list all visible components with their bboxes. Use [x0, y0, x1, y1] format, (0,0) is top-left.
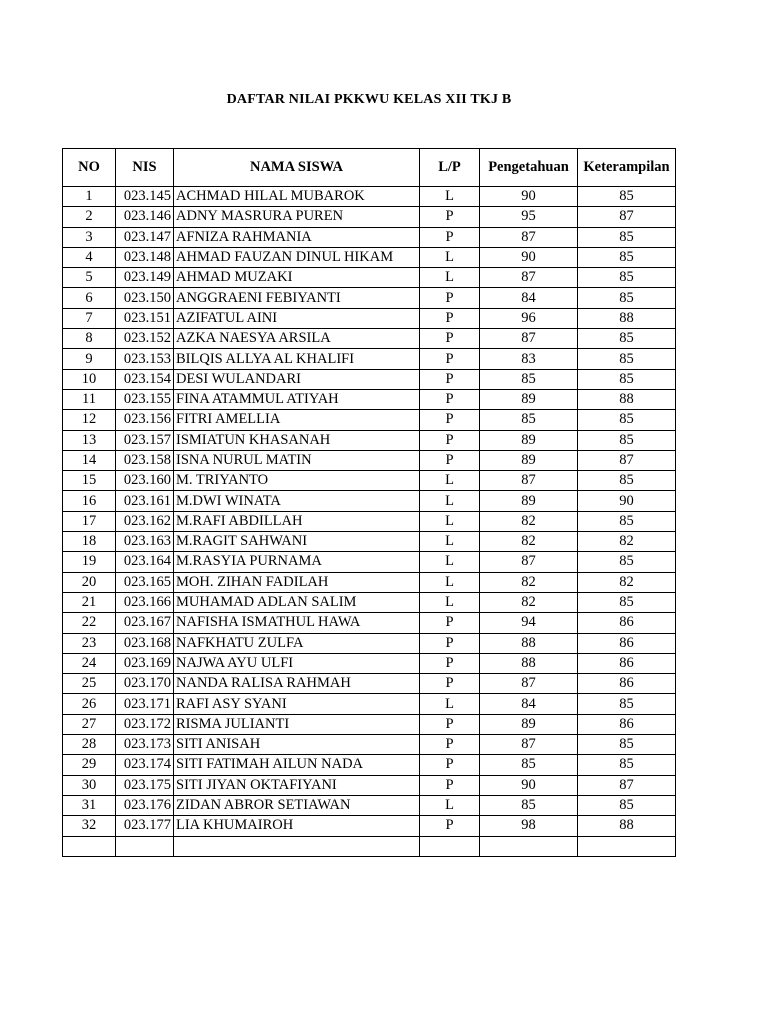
table-header — [63, 149, 676, 187]
cell-keterampilan: 88 — [578, 816, 676, 836]
table-row — [63, 532, 676, 552]
cell-pengetahuan: 89 — [480, 430, 578, 450]
cell-keterampilan: 85 — [578, 247, 676, 267]
cell-keterampilan: 82 — [578, 532, 676, 552]
cell-keterampilan: 85 — [578, 471, 676, 491]
cell-pengetahuan: 87 — [480, 735, 578, 755]
cell-no: 17 — [63, 511, 116, 531]
cell-nama-siswa: ADNY MASRURA PUREN — [174, 207, 420, 227]
cell-lp: P — [420, 369, 480, 389]
cell-keterampilan: 85 — [578, 795, 676, 815]
cell-nis: 023.146 — [116, 207, 174, 227]
cell-keterampilan: 86 — [578, 633, 676, 653]
cell-pengetahuan: 82 — [480, 532, 578, 552]
cell-lp: P — [420, 714, 480, 734]
cell-nama-siswa: SITI JIYAN OKTAFIYANI — [174, 775, 420, 795]
cell-lp: P — [420, 410, 480, 430]
cell-keterampilan: 86 — [578, 653, 676, 673]
cell-lp: P — [420, 633, 480, 653]
cell-keterampilan: 85 — [578, 410, 676, 430]
cell-nama-siswa: ZIDAN ABROR SETIAWAN — [174, 795, 420, 815]
cell-pengetahuan: 84 — [480, 694, 578, 714]
cell-no: 24 — [63, 653, 116, 673]
cell-nama-siswa: RISMA JULIANTI — [174, 714, 420, 734]
cell-keterampilan: 86 — [578, 674, 676, 694]
cell-nama-siswa: AFNIZA RAHMANIA — [174, 227, 420, 247]
table-row — [63, 674, 676, 694]
cell-keterampilan: 90 — [578, 491, 676, 511]
cell-nis: 023.153 — [116, 349, 174, 369]
cell-nis: 023.148 — [116, 247, 174, 267]
table-row — [63, 430, 676, 450]
cell-lp: L — [420, 247, 480, 267]
cell-nis: 023.157 — [116, 430, 174, 450]
grades-table — [62, 148, 676, 857]
cell-pengetahuan: 89 — [480, 714, 578, 734]
table-row — [63, 592, 676, 612]
cell-nama-siswa: FITRI AMELLIA — [174, 410, 420, 430]
cell-no: 3 — [63, 227, 116, 247]
cell-nis: 023.167 — [116, 613, 174, 633]
cell-lp: P — [420, 816, 480, 836]
header-pengetahuan: Pengetahuan — [480, 149, 578, 187]
cell-nama-siswa: ACHMAD HILAL MUBAROK — [174, 187, 420, 207]
cell-keterampilan: 85 — [578, 430, 676, 450]
cell-lp: L — [420, 511, 480, 531]
cell-no: 10 — [63, 369, 116, 389]
table-row — [63, 349, 676, 369]
cell-pengetahuan: 88 — [480, 633, 578, 653]
cell-no: 22 — [63, 613, 116, 633]
cell-nis: 023.152 — [116, 329, 174, 349]
header-row — [63, 149, 676, 187]
cell-pengetahuan: 87 — [480, 227, 578, 247]
cell-pengetahuan: 90 — [480, 775, 578, 795]
cell-nis: 023.155 — [116, 389, 174, 409]
cell-pengetahuan: 87 — [480, 268, 578, 288]
cell-lp: P — [420, 775, 480, 795]
cell-nama-siswa: SITI ANISAH — [174, 735, 420, 755]
cell-nama-siswa: NANDA RALISA RAHMAH — [174, 674, 420, 694]
cell-pengetahuan: 90 — [480, 247, 578, 267]
cell-keterampilan: 86 — [578, 714, 676, 734]
cell-pengetahuan: 85 — [480, 755, 578, 775]
table-row — [63, 572, 676, 592]
cell-keterampilan: 85 — [578, 329, 676, 349]
cell-no: 16 — [63, 491, 116, 511]
table-row — [63, 288, 676, 308]
cell-nis: 023.145 — [116, 187, 174, 207]
cell-nis — [116, 836, 174, 856]
cell-no: 26 — [63, 694, 116, 714]
table-row — [63, 755, 676, 775]
cell-no: 2 — [63, 207, 116, 227]
cell-nis: 023.147 — [116, 227, 174, 247]
table-row — [63, 329, 676, 349]
cell-nama-siswa: M.RAFI ABDILLAH — [174, 511, 420, 531]
cell-no: 7 — [63, 308, 116, 328]
cell-keterampilan: 85 — [578, 349, 676, 369]
cell-pengetahuan: 87 — [480, 674, 578, 694]
cell-nama-siswa: AHMAD MUZAKI — [174, 268, 420, 288]
table-row — [63, 268, 676, 288]
cell-pengetahuan: 82 — [480, 511, 578, 531]
cell-keterampilan: 85 — [578, 187, 676, 207]
cell-nama-siswa: AHMAD FAUZAN DINUL HIKAM — [174, 247, 420, 267]
cell-keterampilan: 85 — [578, 288, 676, 308]
document-title: DAFTAR NILAI PKKWU KELAS XII TKJ B — [226, 92, 512, 107]
cell-pengetahuan: 84 — [480, 288, 578, 308]
cell-no: 12 — [63, 410, 116, 430]
cell-nis: 023.166 — [116, 592, 174, 612]
table-row — [63, 450, 676, 470]
table-row — [63, 613, 676, 633]
header-nama-siswa: NAMA SISWA — [174, 149, 420, 187]
cell-pengetahuan: 83 — [480, 349, 578, 369]
cell-nis: 023.177 — [116, 816, 174, 836]
cell-lp: P — [420, 430, 480, 450]
cell-lp: L — [420, 491, 480, 511]
cell-no: 5 — [63, 268, 116, 288]
table-row — [63, 714, 676, 734]
cell-no: 15 — [63, 471, 116, 491]
cell-nama-siswa: ISNA NURUL MATIN — [174, 450, 420, 470]
cell-nis: 023.160 — [116, 471, 174, 491]
table-row — [63, 633, 676, 653]
cell-nis: 023.150 — [116, 288, 174, 308]
cell-no: 32 — [63, 816, 116, 836]
cell-lp: L — [420, 552, 480, 572]
cell-pengetahuan: 94 — [480, 613, 578, 633]
cell-nis: 023.163 — [116, 532, 174, 552]
table-row — [63, 836, 676, 856]
table-row — [63, 389, 676, 409]
cell-pengetahuan: 85 — [480, 410, 578, 430]
cell-nis: 023.149 — [116, 268, 174, 288]
cell-nama-siswa: BILQIS ALLYA AL KHALIFI — [174, 349, 420, 369]
cell-no: 31 — [63, 795, 116, 815]
cell-nama-siswa: NAFKHATU ZULFA — [174, 633, 420, 653]
cell-keterampilan: 87 — [578, 450, 676, 470]
cell-keterampilan — [578, 836, 676, 856]
table-row — [63, 207, 676, 227]
cell-lp: L — [420, 532, 480, 552]
table-row — [63, 694, 676, 714]
cell-nis: 023.170 — [116, 674, 174, 694]
cell-no: 28 — [63, 735, 116, 755]
cell-nis: 023.164 — [116, 552, 174, 572]
cell-nis: 023.156 — [116, 410, 174, 430]
cell-no: 4 — [63, 247, 116, 267]
cell-nis: 023.151 — [116, 308, 174, 328]
cell-no: 27 — [63, 714, 116, 734]
cell-keterampilan: 85 — [578, 268, 676, 288]
cell-pengetahuan: 82 — [480, 592, 578, 612]
cell-no: 21 — [63, 592, 116, 612]
table-row — [63, 653, 676, 673]
cell-nama-siswa: LIA KHUMAIROH — [174, 816, 420, 836]
cell-nama-siswa: NAJWA AYU ULFI — [174, 653, 420, 673]
cell-pengetahuan: 87 — [480, 552, 578, 572]
cell-keterampilan: 85 — [578, 552, 676, 572]
cell-keterampilan: 85 — [578, 227, 676, 247]
cell-nis: 023.174 — [116, 755, 174, 775]
table-row — [63, 775, 676, 795]
table-row — [63, 816, 676, 836]
cell-lp: P — [420, 755, 480, 775]
cell-nama-siswa: DESI WULANDARI — [174, 369, 420, 389]
table-row — [63, 187, 676, 207]
cell-nis: 023.168 — [116, 633, 174, 653]
cell-lp: P — [420, 308, 480, 328]
cell-keterampilan: 85 — [578, 755, 676, 775]
cell-nis: 023.158 — [116, 450, 174, 470]
cell-no: 29 — [63, 755, 116, 775]
cell-lp: L — [420, 694, 480, 714]
cell-lp: P — [420, 227, 480, 247]
cell-no: 1 — [63, 187, 116, 207]
cell-nis: 023.175 — [116, 775, 174, 795]
cell-no — [63, 836, 116, 856]
cell-lp: L — [420, 795, 480, 815]
cell-nama-siswa: ISMIATUN KHASANAH — [174, 430, 420, 450]
cell-nama-siswa: M.DWI WINATA — [174, 491, 420, 511]
cell-lp: P — [420, 450, 480, 470]
cell-lp: P — [420, 329, 480, 349]
cell-nama-siswa: FINA ATAMMUL ATIYAH — [174, 389, 420, 409]
cell-pengetahuan: 87 — [480, 471, 578, 491]
header-nis: NIS — [116, 149, 174, 187]
cell-keterampilan: 88 — [578, 308, 676, 328]
table-row — [63, 308, 676, 328]
cell-pengetahuan: 98 — [480, 816, 578, 836]
cell-nis: 023.169 — [116, 653, 174, 673]
cell-nama-siswa: ANGGRAENI FEBIYANTI — [174, 288, 420, 308]
cell-keterampilan: 88 — [578, 389, 676, 409]
cell-lp: P — [420, 349, 480, 369]
cell-nama-siswa: M. TRIYANTO — [174, 471, 420, 491]
table-row — [63, 491, 676, 511]
cell-no: 20 — [63, 572, 116, 592]
cell-lp: P — [420, 389, 480, 409]
table-row — [63, 369, 676, 389]
cell-no: 19 — [63, 552, 116, 572]
header-no: NO — [63, 149, 116, 187]
cell-nama-siswa: M.RAGIT SAHWANI — [174, 532, 420, 552]
table-body — [63, 187, 676, 857]
cell-pengetahuan: 88 — [480, 653, 578, 673]
table-row — [63, 511, 676, 531]
cell-nis: 023.162 — [116, 511, 174, 531]
cell-keterampilan: 86 — [578, 613, 676, 633]
cell-no: 11 — [63, 389, 116, 409]
cell-nama-siswa: M.RASYIA PURNAMA — [174, 552, 420, 572]
cell-nis: 023.176 — [116, 795, 174, 815]
cell-keterampilan: 82 — [578, 572, 676, 592]
cell-lp: L — [420, 187, 480, 207]
cell-pengetahuan: 87 — [480, 329, 578, 349]
cell-lp: L — [420, 592, 480, 612]
cell-pengetahuan: 85 — [480, 369, 578, 389]
cell-nama-siswa: RAFI ASY SYANI — [174, 694, 420, 714]
cell-lp: L — [420, 471, 480, 491]
cell-pengetahuan: 89 — [480, 389, 578, 409]
cell-pengetahuan — [480, 836, 578, 856]
table-row — [63, 410, 676, 430]
cell-nama-siswa: MUHAMAD ADLAN SALIM — [174, 592, 420, 612]
cell-nis: 023.154 — [116, 369, 174, 389]
cell-lp: P — [420, 674, 480, 694]
table-row — [63, 471, 676, 491]
cell-pengetahuan: 82 — [480, 572, 578, 592]
header-keterampilan: Keterampilan — [578, 149, 676, 187]
cell-nama-siswa: AZIFATUL AINI — [174, 308, 420, 328]
cell-nis: 023.171 — [116, 694, 174, 714]
cell-nama-siswa — [174, 836, 420, 856]
table-row — [63, 552, 676, 572]
cell-keterampilan: 85 — [578, 592, 676, 612]
cell-pengetahuan: 90 — [480, 187, 578, 207]
cell-nama-siswa: AZKA NAESYA ARSILA — [174, 329, 420, 349]
cell-lp: P — [420, 735, 480, 755]
cell-lp: P — [420, 207, 480, 227]
cell-pengetahuan: 89 — [480, 491, 578, 511]
cell-lp: P — [420, 613, 480, 633]
table-row — [63, 795, 676, 815]
cell-lp — [420, 836, 480, 856]
cell-nama-siswa: NAFISHA ISMATHUL HAWA — [174, 613, 420, 633]
cell-no: 30 — [63, 775, 116, 795]
cell-nis: 023.173 — [116, 735, 174, 755]
cell-keterampilan: 85 — [578, 369, 676, 389]
cell-keterampilan: 85 — [578, 694, 676, 714]
cell-no: 9 — [63, 349, 116, 369]
cell-no: 13 — [63, 430, 116, 450]
cell-nama-siswa: SITI FATIMAH AILUN NADA — [174, 755, 420, 775]
cell-no: 25 — [63, 674, 116, 694]
cell-keterampilan: 87 — [578, 775, 676, 795]
table-row — [63, 227, 676, 247]
cell-lp: L — [420, 572, 480, 592]
cell-pengetahuan: 95 — [480, 207, 578, 227]
cell-pengetahuan: 96 — [480, 308, 578, 328]
header-lp: L/P — [420, 149, 480, 187]
cell-keterampilan: 85 — [578, 511, 676, 531]
cell-lp: P — [420, 288, 480, 308]
cell-no: 14 — [63, 450, 116, 470]
cell-no: 6 — [63, 288, 116, 308]
cell-nis: 023.165 — [116, 572, 174, 592]
cell-nis: 023.172 — [116, 714, 174, 734]
cell-no: 23 — [63, 633, 116, 653]
cell-nama-siswa: MOH. ZIHAN FADILAH — [174, 572, 420, 592]
cell-no: 18 — [63, 532, 116, 552]
cell-pengetahuan: 85 — [480, 795, 578, 815]
cell-keterampilan: 87 — [578, 207, 676, 227]
cell-lp: P — [420, 653, 480, 673]
table-row — [63, 735, 676, 755]
cell-keterampilan: 85 — [578, 735, 676, 755]
cell-no: 8 — [63, 329, 116, 349]
cell-pengetahuan: 89 — [480, 450, 578, 470]
cell-nis: 023.161 — [116, 491, 174, 511]
cell-lp: L — [420, 268, 480, 288]
table-row — [63, 247, 676, 267]
